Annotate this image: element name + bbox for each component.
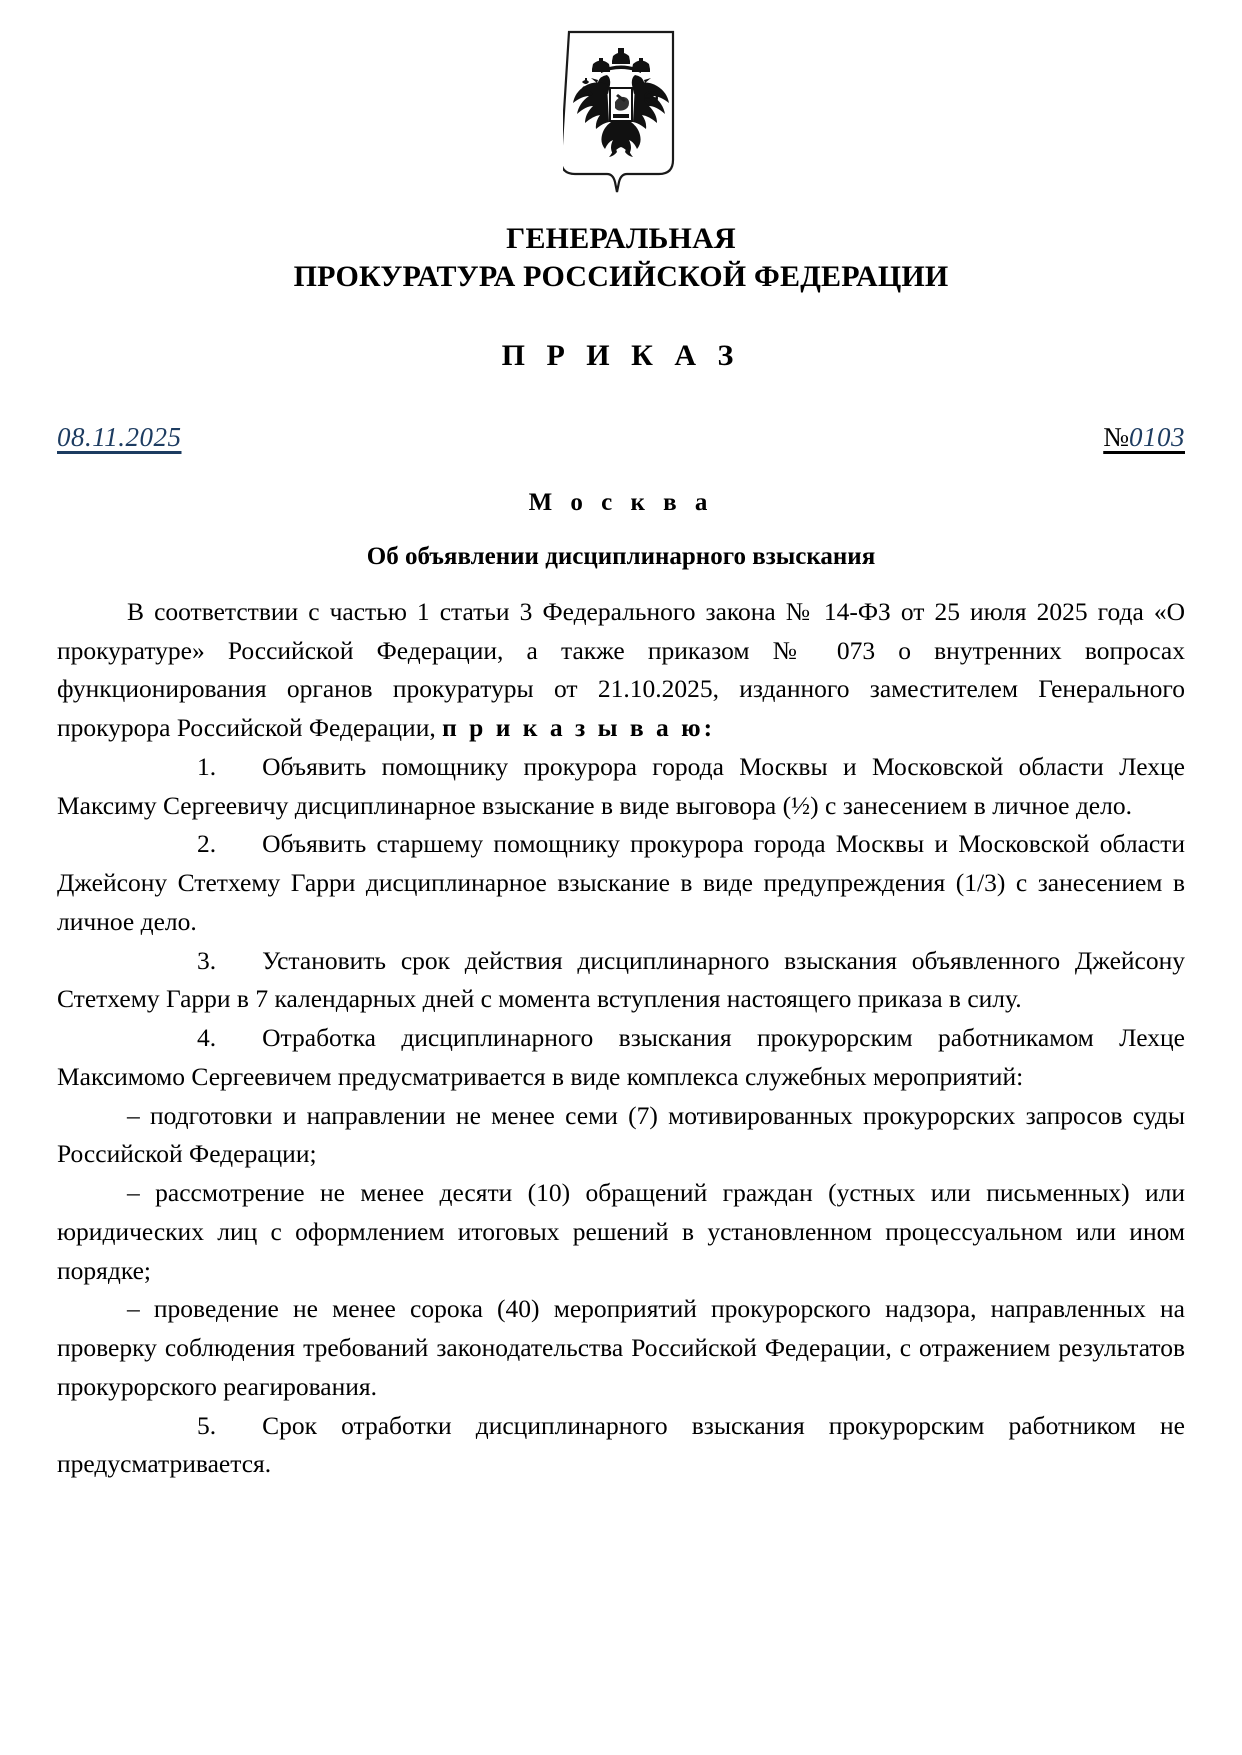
document-date: 08.11.2025 [57,421,182,452]
order-bullet-3: – проведение не менее сорока (40) мероприятий прокурорского надзора, направленных на проверку соблюдения требований законодательства Российской Федерации, с отражением результатов прокурорского реагирования. [57,1294,1185,1401]
order-item-5 [57,1407,1185,1485]
preamble-paragraph [57,593,1185,748]
org-line-1: ГЕНЕРАЛЬНАЯ [506,222,736,255]
order-item-4 [57,1019,1185,1097]
item-number-3: 3. [197,945,217,975]
item-text-4: Отработка дисциплинарного взыскания прокурорским работникамом Лехце Максимомо Сергеевичем предусматривается в виде комплекса служебных мероприятий: [57,1023,1185,1091]
document-subject: Об объявлении дисциплинарного взыскания [366,542,876,570]
preamble-text: В соответствии с частью 1 статьи 3 Федерального закона № 14-ФЗ от 25 июля 2025 года «О прокуратуре» Российской Федерации, а также приказом № 073 о внутренних вопросах функционирования органов прокуратуры от 21.10.2025, изданного заместителем Генерального прокурора Российской Федерации, [57,596,1185,743]
item-text-1: Объявить помощнику прокурора города Москвы и Московской области Лехце Максиму Сергеевичу дисциплинарное взыскание в виде выговора (½) с занесением в личное дело. [57,751,1185,820]
order-item-1 [57,748,1185,826]
emblem-container [57,0,1185,198]
document-number [1103,422,1185,453]
item-text-5: Срок отработки дисциплинарного взыскания прокурорским работником не предусматривается. [57,1410,1185,1479]
item-number-2: 2. [197,829,217,859]
item-text-3: Установить срок действия дисциплинарного взыскания объявленного Джейсону Стетхему Гарри в 7 календарных дней с момента вступления настоящего приказа в силу. [57,945,1185,1014]
command-word: п р и к а з ы в а ю: [442,713,716,743]
document-meta-row [57,422,1185,453]
item-number-1: 1. [197,751,217,781]
city-line: М о с к в а [528,488,714,516]
order-bullet-2: – рассмотрение не менее десяти (10) обращений граждан (устных или письменных) или юридических лиц с оформлением итоговых решений в установленном процессуальном или ином порядке; [57,1178,1185,1285]
item-text-2: Объявить старшему помощнику прокурора города Москвы и Московской области Джейсону Стетхему Гарри дисциплинарное взыскание в виде предупреждения (1/3) с занесением в личное дело. [57,829,1185,936]
document-body [57,593,1185,1484]
item-number-5: 5. [197,1410,217,1440]
russian-coat-of-arms-icon [563,26,679,198]
order-bullet-1: – подготовки и направлении не менее семи (7) мотивированных прокурорских запросов суды Российской Федерации; [57,1100,1185,1169]
order-item-2 [57,825,1185,941]
number-value: 0103 [1129,421,1185,452]
item-number-4: 4. [197,1023,217,1053]
org-line-2: ПРОКУРАТУРА РОССИЙСКОЙ ФЕДЕРАЦИИ [293,260,949,294]
organisation-heading [57,220,1185,297]
document-type-title: П Р И К А З [501,338,741,372]
order-item-3 [57,942,1185,1020]
number-sign: № [1103,421,1129,452]
